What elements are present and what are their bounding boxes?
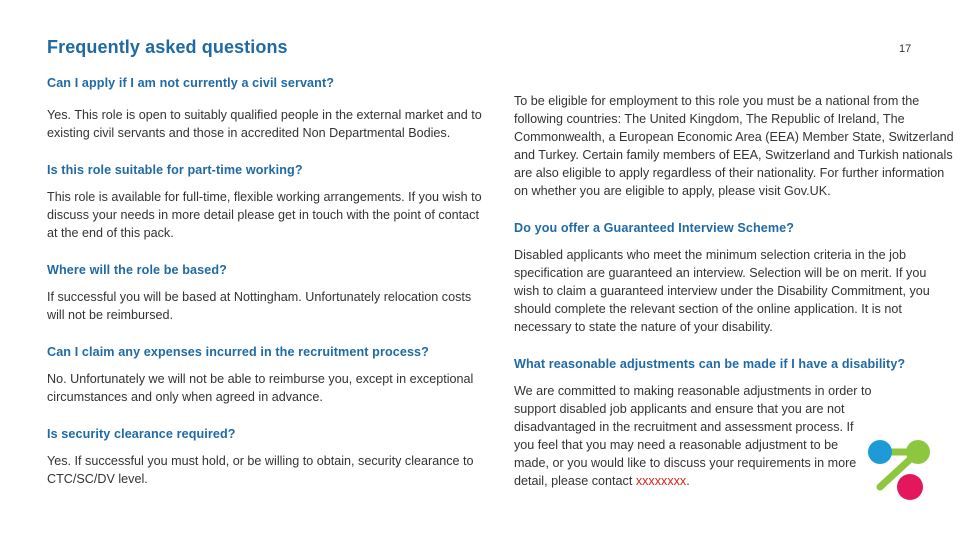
answer-suffix: . bbox=[686, 474, 690, 488]
page-number: 17 bbox=[899, 43, 912, 55]
faq-answer: Yes. This role is open to suitably qualified people in the external market and to existing civil servants and those in accredited Non Departmental Bodies. bbox=[47, 108, 482, 140]
answer-text: We are committed to making reasonable adjustments in order to support disabled job applicants and ensure that you are not disadvantaged in the recruitment and assessment process. If you feel that you may need a reasonable adjustment to be made, or you would like to discuss your requirements in more detail, please contact bbox=[514, 384, 872, 488]
faq-answer: To be eligible for employment to this role you must be a national from the following countries: The United Kingdom, The Republic of Ireland, The Commonwealth, a European Economic Area (EEA) Member State, Switzerland and Turkey. Certain family members of EEA, Switzerland and Turkish nationals are also eligible to apply regardless of their nationality. For further information on whether you are eligible to apply, please visit Gov.UK. bbox=[514, 94, 954, 198]
faq-question: Is this role suitable for part-time working? bbox=[47, 163, 303, 177]
faq-question: Where will the role be based? bbox=[47, 263, 227, 277]
faq-question: Is security clearance required? bbox=[47, 427, 236, 441]
faq-answer: Disabled applicants who meet the minimum selection criteria in the job specification are guaranteed an interview. Selection will be on merit. If you wish to claim a guaranteed interview under the Disability Commitment, you should complete the relevant section of the online application. It is not necessary to state the nature of your disability. bbox=[514, 248, 930, 334]
contact-link[interactable]: xxxxxxxx bbox=[635, 474, 687, 488]
faq-answer: No. Unfortunately we will not be able to reimburse you, except in exceptional circumstances and only when agreed in advance. bbox=[47, 372, 474, 404]
faq-answer: Yes. If successful you must hold, or be willing to obtain, security clearance to CTC/SC/DV level. bbox=[47, 454, 474, 486]
blue-dot bbox=[868, 440, 892, 464]
faq-answer: If successful you will be based at Nottingham. Unfortunately relocation costs will not be reimbursed. bbox=[47, 290, 472, 322]
faq-question: Can I apply if I am not currently a civil servant? bbox=[47, 76, 335, 90]
faq-left-column bbox=[47, 74, 492, 488]
faq-question: Do you offer a Guaranteed Interview Scheme? bbox=[514, 221, 795, 235]
faq-question: What reasonable adjustments can be made if I have a disability? bbox=[514, 357, 906, 371]
faq-question: Can I claim any expenses incurred in the recruitment process? bbox=[47, 345, 429, 359]
decorative-network-graphic bbox=[860, 430, 960, 540]
green-dot bbox=[906, 440, 930, 464]
page-title: Frequently asked questions bbox=[47, 37, 288, 57]
pink-dot bbox=[897, 474, 923, 500]
faq-answer: This role is available for full-time, flexible working arrangements. If you wish to discuss your needs in more detail please get in touch with the point of contact at the end of this pack. bbox=[47, 190, 482, 240]
faq-answer bbox=[514, 382, 874, 490]
